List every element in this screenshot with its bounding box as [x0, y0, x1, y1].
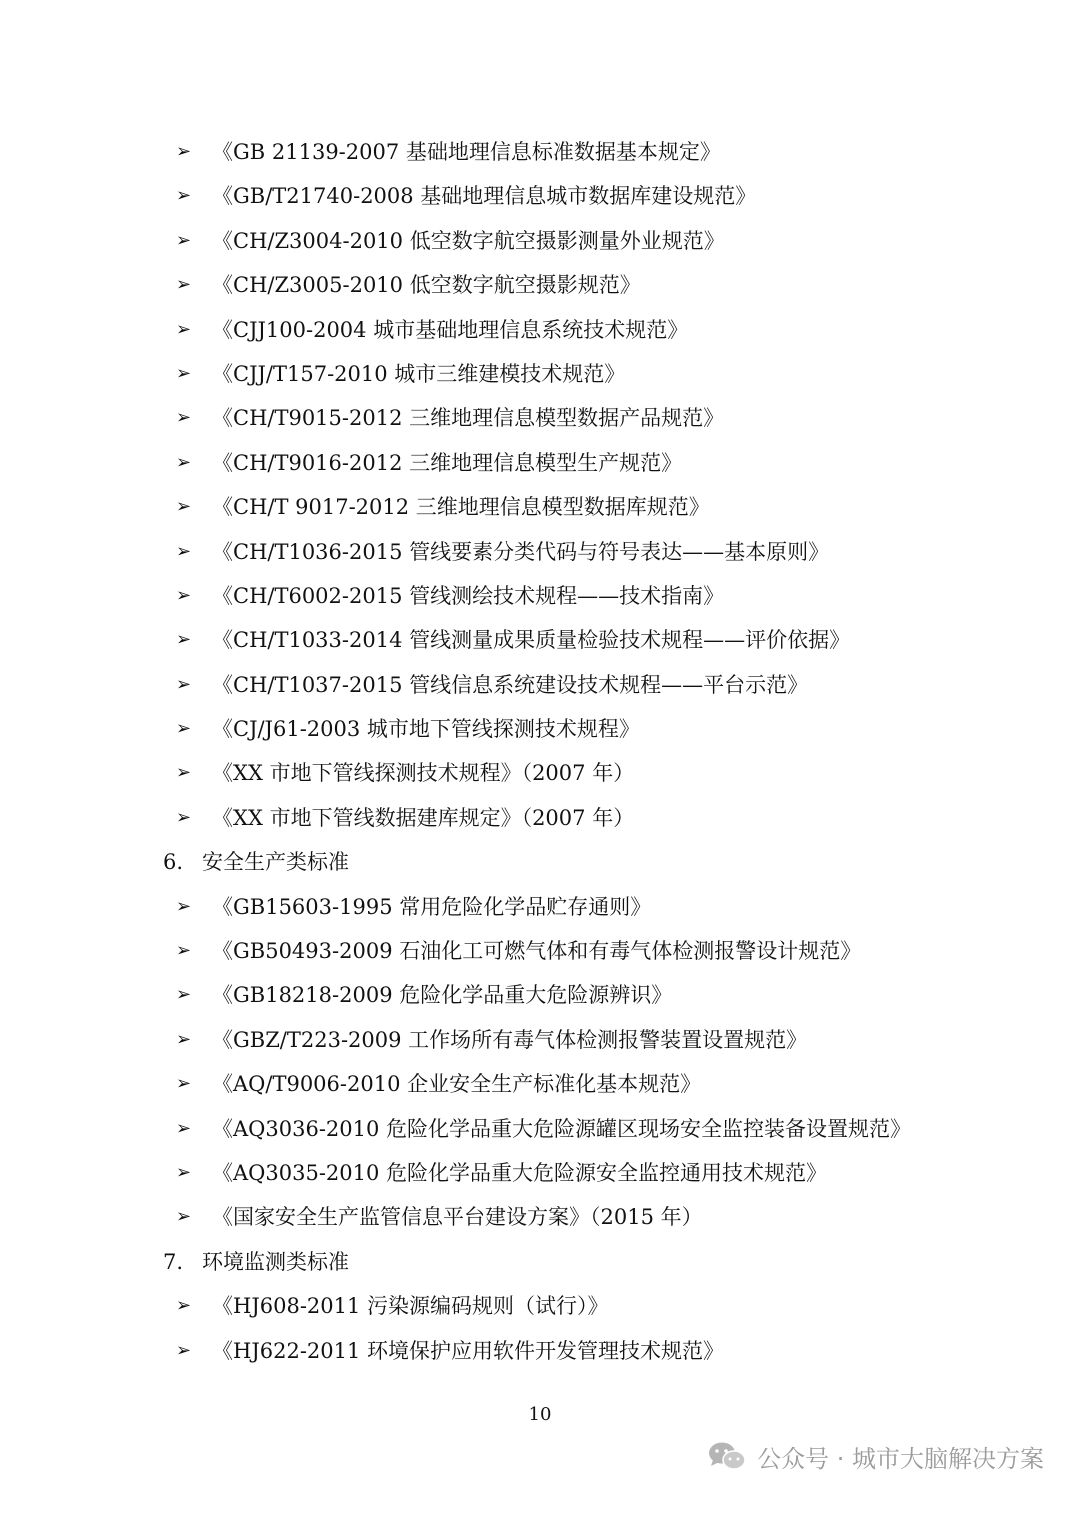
list-item: [0, 1329, 1080, 1373]
list-item-text: 《AQ/T9006-2010 企业安全生产标准化基本规范》: [212, 1072, 702, 1097]
arrow-bullet-icon: ➢: [176, 318, 192, 340]
list-item: [0, 574, 1080, 618]
list-item-text: 《CH/T9016-2012 三维地理信息模型生产规范》: [212, 450, 683, 475]
list-item-text: 《CH/T1036-2015 管线要素分类代码与符号表达——基本原则》: [212, 539, 830, 564]
list-item-text: 《XX 市地下管线探测技术规程》（2007 年）: [212, 761, 635, 786]
list-item: [0, 441, 1080, 485]
arrow-bullet-icon: ➢: [176, 1073, 192, 1095]
arrow-bullet-icon: ➢: [176, 141, 192, 162]
list-item-text: 《GB18218-2009 危险化学品重大危险源辨识》: [212, 983, 673, 1008]
list-item-text: 《CH/Z3005-2010 低空数字航空摄影规范》: [212, 273, 641, 298]
list-item: [0, 396, 1080, 440]
section-number: 7.: [163, 1249, 184, 1274]
list-item-text: 《XX 市地下管线数据建库规定》（2007 年）: [212, 805, 635, 830]
list-item: [0, 219, 1080, 263]
list-item-text: 《AQ3035-2010 危险化学品重大危险源安全监控通用技术规范》: [212, 1160, 828, 1185]
arrow-bullet-icon: ➢: [176, 185, 192, 207]
list-item-text: 《国家安全生产监管信息平台建设方案》（2015 年）: [212, 1205, 703, 1230]
arrow-bullet-icon: ➢: [176, 229, 192, 251]
list-item-text: 《GBZ/T223-2009 工作场所有毒气体检测报警装置设置规范》: [212, 1027, 808, 1052]
list-item: [0, 885, 1080, 929]
list-item-text: 《CH/T6002-2015 管线测绘技术规程——技术指南》: [212, 583, 725, 608]
list-item: [0, 308, 1080, 352]
list-item: [0, 751, 1080, 795]
arrow-bullet-icon: ➢: [176, 407, 192, 429]
arrow-bullet-icon: ➢: [176, 1206, 192, 1228]
arrow-bullet-icon: ➢: [176, 940, 192, 962]
page-number: 10: [528, 1404, 552, 1425]
arrow-bullet-icon: ➢: [176, 584, 192, 606]
section-title: 安全生产类标准: [202, 850, 349, 875]
list-item-text: 《CH/T1037-2015 管线信息系统建设技术规程——平台示范》: [212, 672, 809, 697]
list-item: [0, 973, 1080, 1017]
list-item: [0, 174, 1080, 218]
list-item: [0, 1195, 1080, 1239]
list-item: [0, 130, 1080, 174]
list-item: [0, 485, 1080, 529]
list-item-text: 《CH/T9015-2012 三维地理信息模型数据产品规范》: [212, 406, 725, 431]
section-heading: [0, 1240, 1080, 1284]
arrow-bullet-icon: ➢: [176, 451, 192, 473]
arrow-bullet-icon: ➢: [176, 673, 192, 695]
list-item-text: 《CH/Z3004-2010 低空数字航空摄影测量外业规范》: [212, 228, 725, 253]
arrow-bullet-icon: ➢: [176, 718, 192, 740]
list-item: [0, 1062, 1080, 1106]
list-item: [0, 618, 1080, 662]
list-item: [0, 530, 1080, 574]
section-number: 6.: [163, 850, 184, 875]
list-item-text: 《CJJ100-2004 城市基础地理信息系统技术规范》: [212, 317, 689, 342]
arrow-bullet-icon: ➢: [176, 806, 192, 828]
arrow-bullet-icon: ➢: [176, 895, 192, 917]
arrow-bullet-icon: ➢: [176, 274, 192, 296]
list-item: [0, 1018, 1080, 1062]
list-item-text: 《HJ622-2011 环境保护应用软件开发管理技术规范》: [212, 1338, 725, 1363]
list-item: [0, 663, 1080, 707]
watermark: [707, 1436, 1044, 1476]
list-item-text: 《CH/T1033-2014 管线测量成果质量检验技术规程——评价依据》: [212, 628, 851, 653]
list-item-text: 《CH/T 9017-2012 三维地理信息模型数据库规范》: [212, 495, 710, 520]
list-item: [0, 1151, 1080, 1195]
arrow-bullet-icon: ➢: [176, 1117, 192, 1139]
section-heading: [0, 840, 1080, 884]
list-item: [0, 929, 1080, 973]
list-item: [0, 263, 1080, 307]
list-item: [0, 352, 1080, 396]
list-item-text: 《HJ608-2011 污染源编码规则（试行）》: [212, 1294, 609, 1319]
list-item: [0, 796, 1080, 840]
list-item-text: 《CJJ/T157-2010 城市三维建模技术规范》: [212, 361, 626, 386]
arrow-bullet-icon: ➢: [176, 1028, 192, 1050]
list-item-text: 《AQ3036-2010 危险化学品重大危险源罐区现场安全监控装备设置规范》: [212, 1116, 912, 1141]
list-item-text: 《GB15603-1995 常用危险化学品贮存通则》: [212, 894, 652, 919]
list-item: [0, 1107, 1080, 1151]
arrow-bullet-icon: ➢: [176, 762, 192, 784]
arrow-bullet-icon: ➢: [176, 1161, 192, 1183]
arrow-bullet-icon: ➢: [176, 1295, 192, 1317]
list-item-text: 《GB 21139-2007 基础地理信息标准数据基本规定》: [212, 140, 721, 164]
list-item: [0, 1284, 1080, 1328]
standards-list: [0, 130, 1080, 1373]
list-item: [0, 707, 1080, 751]
list-item-text: 《GB50493-2009 石油化工可燃气体和有毒气体检测报警设计规范》: [212, 939, 862, 964]
arrow-bullet-icon: ➢: [176, 362, 192, 384]
list-item-text: 《GB/T21740-2008 基础地理信息城市数据库建设规范》: [212, 184, 757, 209]
section-title: 环境监测类标准: [202, 1249, 349, 1274]
arrow-bullet-icon: ➢: [176, 1339, 192, 1361]
list-item-text: 《CJ/J61-2003 城市地下管线探测技术规程》: [212, 717, 640, 742]
wechat-icon: [707, 1440, 747, 1472]
arrow-bullet-icon: ➢: [176, 540, 192, 562]
arrow-bullet-icon: ➢: [176, 496, 192, 518]
watermark-text: 公众号 · 城市大脑解决方案: [757, 1444, 1044, 1473]
arrow-bullet-icon: ➢: [176, 984, 192, 1006]
arrow-bullet-icon: ➢: [176, 629, 192, 651]
